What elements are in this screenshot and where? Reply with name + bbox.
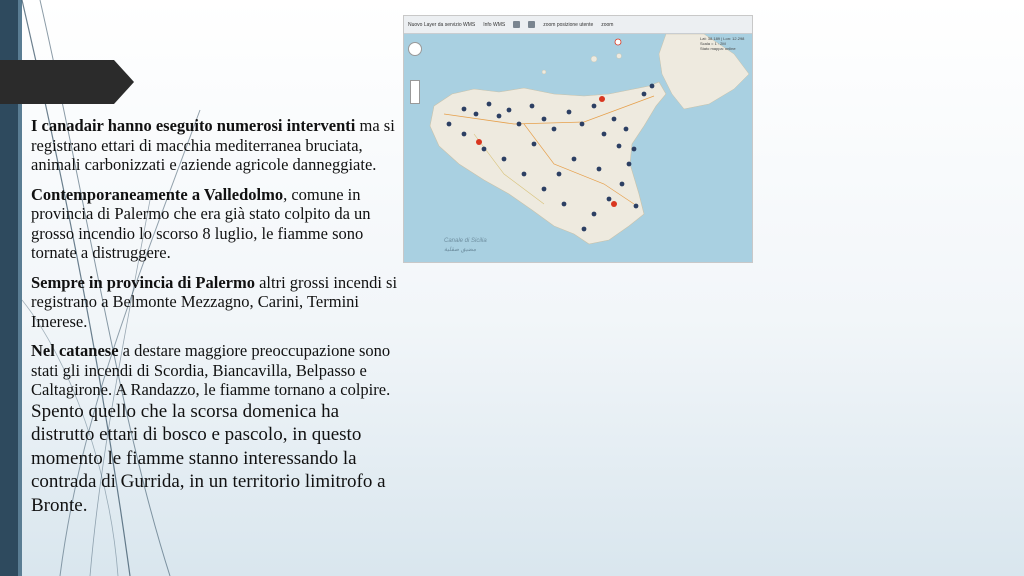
paragraph-canadair — [31, 116, 403, 175]
fire-map[interactable] — [403, 15, 753, 263]
paragraph-bold: Sempre in provincia di Palermo — [31, 272, 255, 292]
paragraph-text: Spento quello che la scorsa domenica ha distrutto ettari di bosco e pascolo, in questo momento le fiamme stanno interessando la contrada di Gurrida, in un territorio limitrofo a Bronte. — [31, 400, 386, 516]
map-canvas[interactable] — [404, 34, 752, 262]
sea-label: Canale di Sicilia — [444, 238, 487, 244]
print-icon[interactable] — [513, 21, 520, 28]
wms-info-button[interactable]: Info WMS — [483, 21, 506, 28]
paragraph-text: , comune in provincia di Palermo che era già stato colpito da un grosso incendio lo scorso 8 luglio, le fiamme sono tornate a distruggere. — [31, 184, 371, 262]
zoom-user-position-button[interactable]: zoom posizione utente — [543, 21, 594, 28]
wms-layer-button[interactable]: Nuovo Layer da servizio WMS — [408, 21, 476, 28]
paragraph-text: a destare maggiore preoccupazione sono stati gli incendi di Scordia, Biancavilla, Belpasso e Caltagirone. A Randazzo, le fiamme tornano a colpire. — [31, 341, 391, 399]
title-arrow-tab — [0, 60, 134, 104]
paragraph-catanese — [31, 341, 403, 400]
paragraph-gurrida — [31, 400, 403, 518]
pan-control[interactable] — [408, 42, 422, 56]
zoom-dropdown[interactable]: zoom — [601, 21, 614, 28]
paragraph-bold: Contemporaneamente a Valledolmo — [31, 184, 284, 204]
paragraph-palermo — [31, 273, 403, 332]
paragraph-valledolmo — [31, 185, 403, 263]
map-coordinates-panel — [700, 36, 750, 51]
map-status: Stato mappa: online — [700, 46, 736, 51]
coordinates-readout: Lat: 38.189 | Lon: 12.298 — [700, 36, 745, 41]
paragraph-bold: I canadair hanno eseguito numerosi interventi — [31, 116, 356, 135]
body-text — [31, 116, 403, 527]
zoom-control[interactable] — [410, 80, 420, 104]
search-icon[interactable] — [528, 21, 535, 28]
paragraph-text: altri grossi incendi si registrano a Belmonte Mezzagno, Carini, Termini Imerese. — [31, 272, 398, 331]
paragraph-text: ma si registrano ettari di macchia mediterranea bruciata, animali carbonizzati e aziende agricole danneggiate. — [31, 116, 395, 174]
paragraph-bold: Nel catanese — [31, 341, 119, 360]
scale-readout: Scala = 1 : 2M — [700, 41, 726, 46]
map-toolbar — [404, 16, 752, 34]
sea-label-arabic: مضيق صقلية — [444, 247, 477, 253]
